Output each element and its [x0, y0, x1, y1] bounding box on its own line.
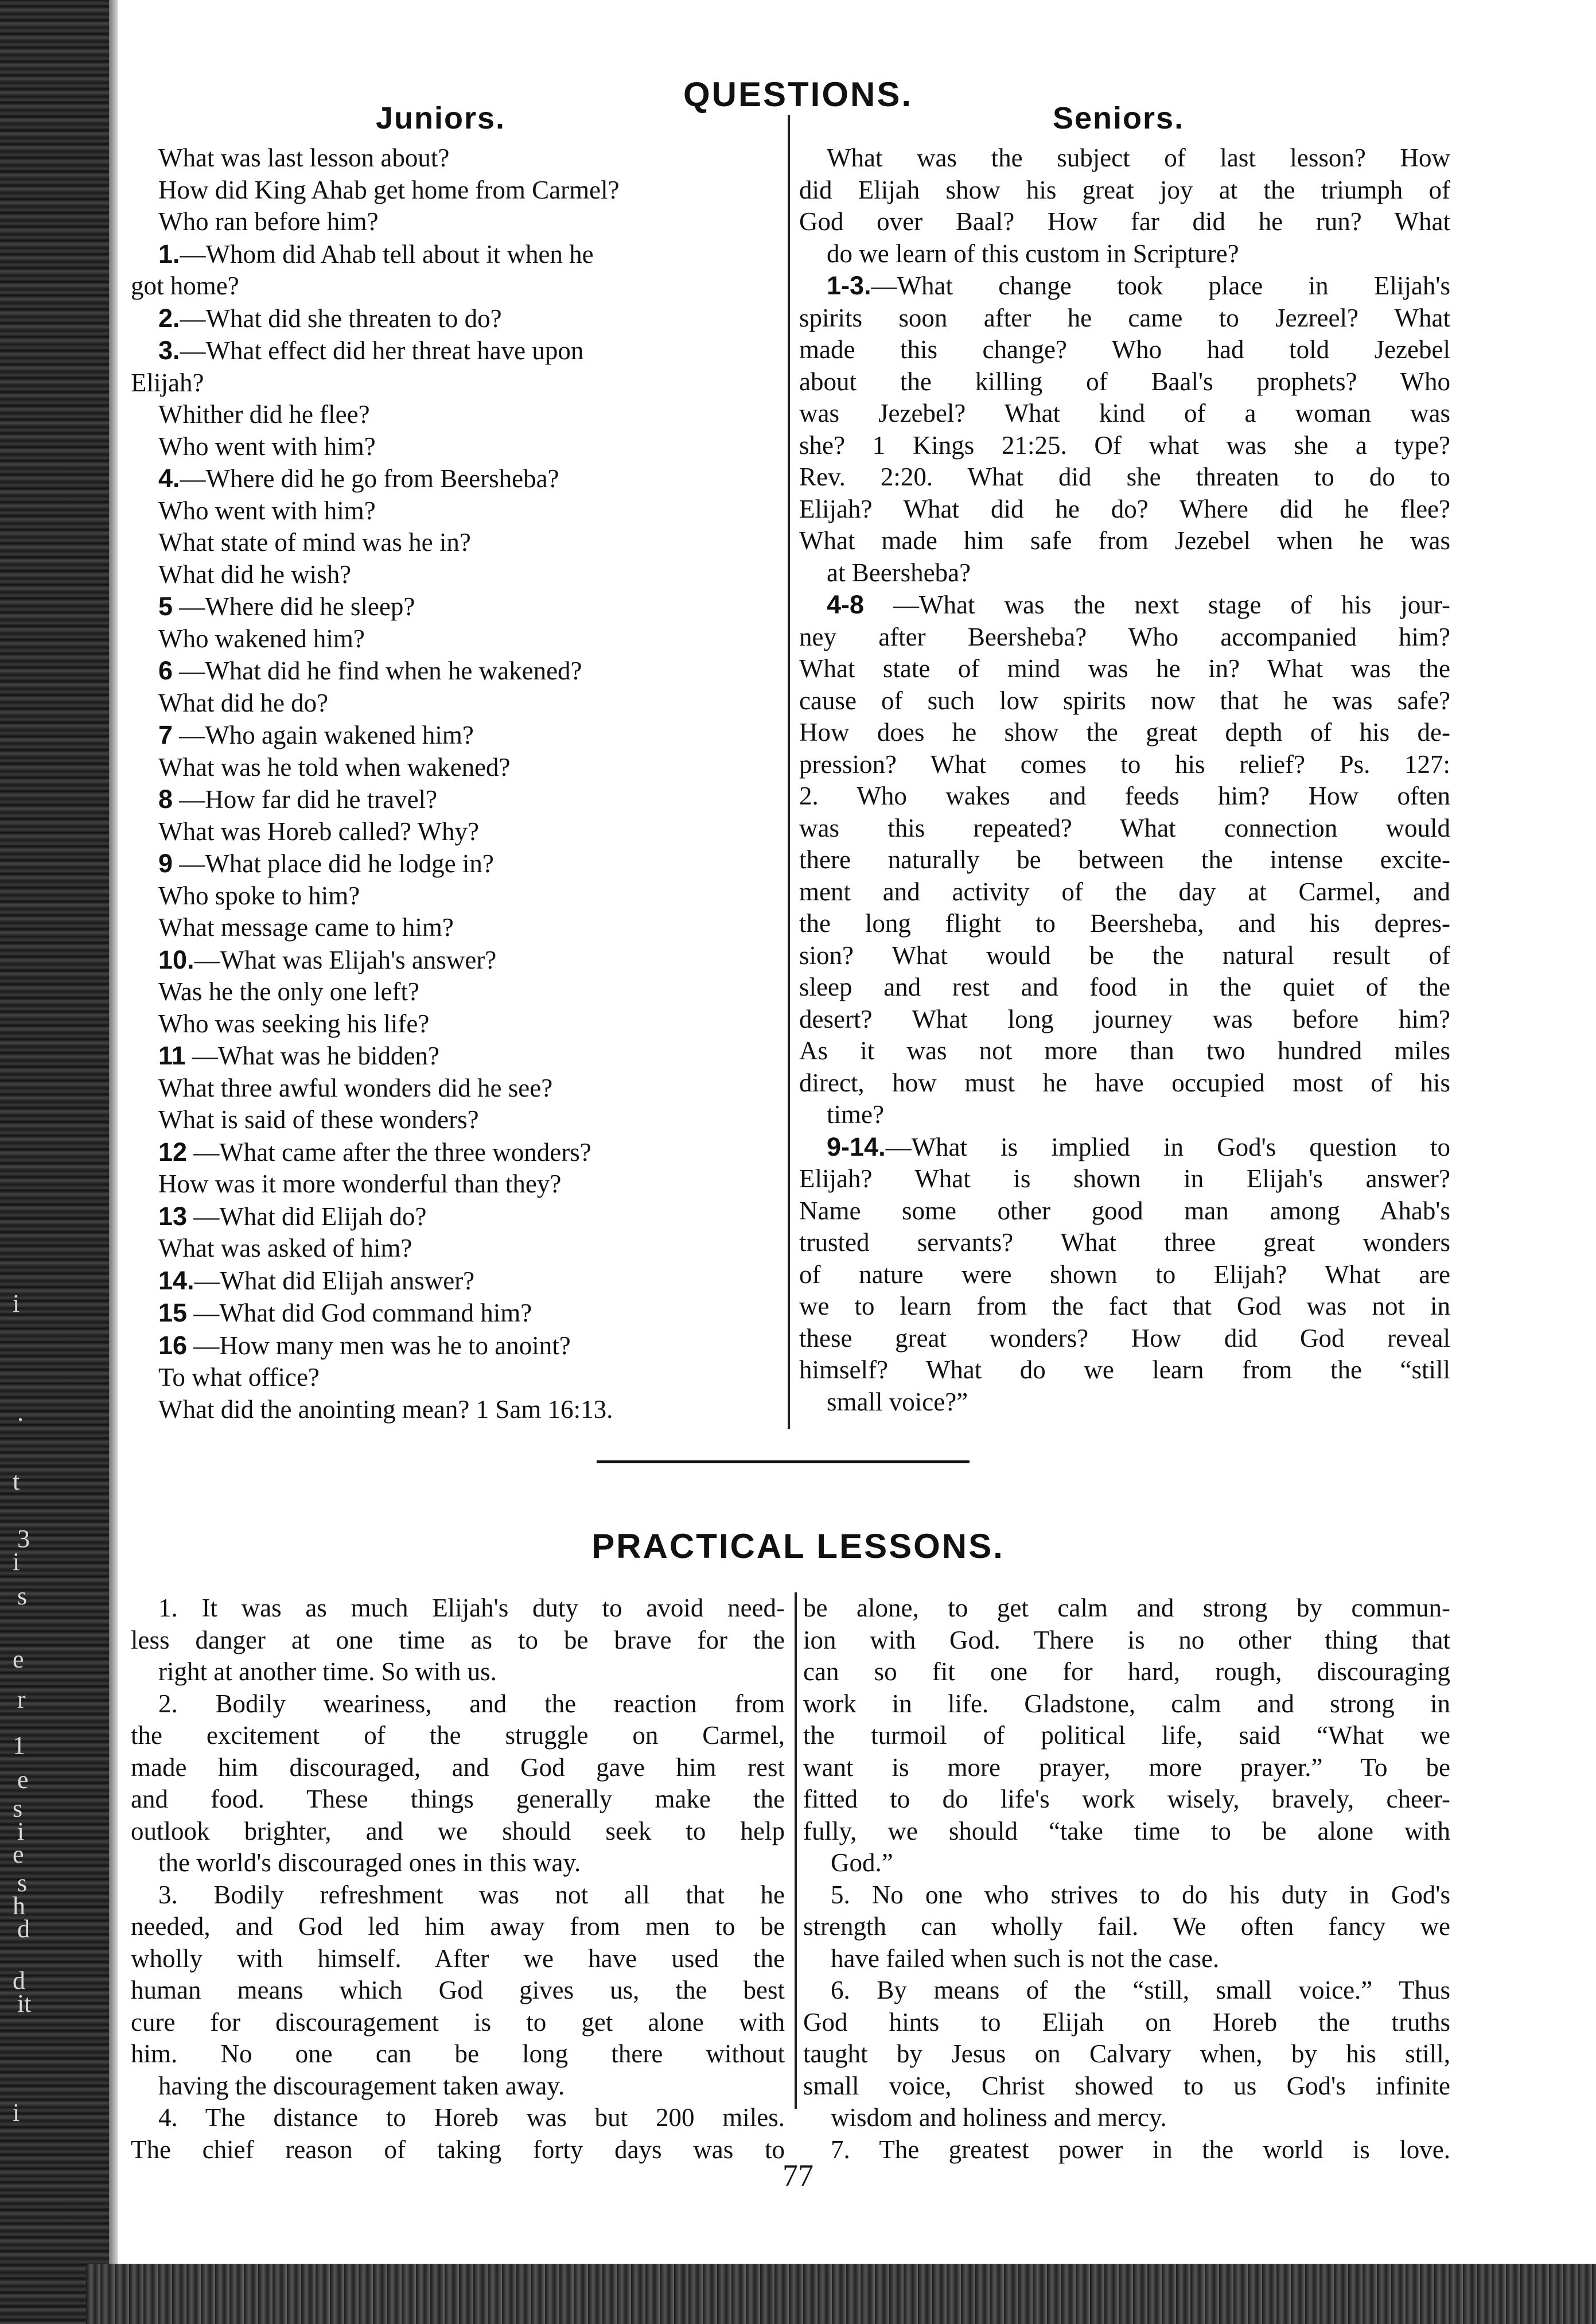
line-text: What state of mind was he in? [158, 528, 471, 557]
text-line [799, 430, 1450, 462]
line-text: Was he the only one left? [158, 977, 419, 1006]
text-line [131, 1136, 779, 1169]
line-text: want is more prayer, more prayer.” To be [803, 1752, 1450, 1782]
text-line [131, 1394, 779, 1426]
text-line [799, 1227, 1450, 1259]
line-text: having the discouragement taken away. [158, 2071, 565, 2100]
margin-glyph: t [13, 1467, 20, 1495]
margin-glyph: i [13, 2098, 20, 2127]
line-text: be alone, to get calm and strong by commun- [803, 1594, 1450, 1622]
line-text: God.” [831, 1848, 893, 1877]
line-text: there naturally be between the intense excite- [799, 845, 1450, 874]
text-line [799, 461, 1450, 493]
line-text: cure for discouragement is to get alone with [131, 2007, 785, 2037]
line-text: sleep and rest and food in the quiet of the [799, 973, 1450, 1001]
question-number: 13 [158, 1201, 188, 1231]
text-line [799, 1291, 1450, 1323]
line-text: the turmoil of political life, said “What we [803, 1721, 1450, 1750]
text-line [131, 752, 779, 784]
text-line [799, 749, 1450, 781]
text-line [799, 876, 1450, 908]
seniors-heading: Seniors. [1053, 101, 1185, 135]
line-text: What did the anointing mean? 1 Sam 16:13. [158, 1394, 613, 1424]
text-line [799, 1354, 1450, 1386]
line-text: the world's discouraged ones in this way. [158, 1848, 581, 1877]
juniors-heading: Juniors. [376, 101, 506, 135]
text-line [131, 302, 779, 335]
text-line [131, 2102, 785, 2134]
text-line [131, 206, 779, 238]
line-text: Who spoke to him? [158, 881, 360, 910]
text-line [803, 2038, 1450, 2070]
text-line [799, 940, 1450, 972]
line-text: What was last lesson about? [158, 143, 450, 172]
line-text: him. No one can be long there without [131, 2039, 785, 2068]
question-number: 4-8 [827, 590, 865, 619]
question-number: 2. [158, 303, 180, 333]
line-text: What did he do? [158, 688, 329, 717]
line-text: How does he show the great depth of his de- [799, 718, 1450, 747]
text-line [799, 813, 1450, 845]
line-text: work in life. Gladstone, calm and strong in [803, 1689, 1450, 1718]
line-text: cause of such low spirits now that he was safe? [799, 686, 1450, 715]
page-number: 77 [783, 2158, 813, 2193]
line-text: about the killing of Baal's prophets? Who [799, 367, 1450, 396]
line-text: have failed when such is not the case. [831, 1944, 1220, 1973]
text-line [799, 1099, 1450, 1131]
text-line [803, 1720, 1450, 1752]
text-line [803, 1656, 1450, 1688]
text-line [799, 334, 1450, 366]
question-number: 11 [158, 1041, 186, 1070]
line-text: spirits soon after he came to Jezreel? What [799, 303, 1450, 332]
line-text: What did he wish? [158, 559, 352, 589]
bottom-edge-shadow [86, 2264, 1596, 2324]
text-line [131, 495, 779, 527]
text-line [799, 685, 1450, 717]
question-number: 1-3. [827, 271, 871, 300]
text-line [131, 783, 779, 816]
line-text: Who went with him? [158, 496, 376, 525]
text-line [131, 559, 779, 591]
spine-edge [109, 0, 118, 2324]
text-line [799, 174, 1450, 207]
margin-glyph: s [13, 1794, 23, 1822]
text-line [803, 1688, 1450, 1720]
text-line [131, 142, 779, 174]
line-text: —How many men was he to anoint? [187, 1331, 571, 1360]
line-text: What message came to him? [158, 913, 454, 942]
line-text: —Where did he sleep? [173, 592, 415, 621]
text-line [131, 367, 779, 399]
line-text: do we learn of this custom in Scripture? [827, 239, 1239, 268]
text-line [799, 525, 1450, 557]
text-line [799, 1163, 1450, 1195]
line-text: 2. Who wakes and feeds him? How often [799, 782, 1450, 810]
line-text: fully, we should “take time to be alone with [803, 1816, 1450, 1845]
text-line [803, 1783, 1450, 1816]
line-text: What was the subject of last lesson? How [827, 143, 1450, 172]
section-divider [597, 1460, 970, 1463]
text-line [803, 1625, 1450, 1657]
line-text: 2. Bodily weariness, and the reaction from [158, 1689, 785, 1718]
line-text: right at another time. So with us. [158, 1657, 497, 1686]
line-text: God hints to Elijah on Horeb the truths [803, 2007, 1450, 2037]
line-text: less danger at one time as to be brave for the [131, 1625, 785, 1654]
line-text: Who was seeking his life? [158, 1009, 430, 1038]
line-text: As it was not more than two hundred miles [799, 1036, 1450, 1065]
juniors-questions [131, 142, 779, 1425]
margin-glyph: e [13, 1840, 24, 1868]
line-text: —What did he find when he wakened? [173, 656, 582, 685]
line-text: we to learn from the fact that God was not in [799, 1292, 1450, 1320]
lessons-column-divider [795, 1592, 797, 2109]
line-text: —What was he bidden? [185, 1041, 439, 1070]
text-line [799, 366, 1450, 398]
text-line [131, 238, 779, 271]
margin-glyph: r [17, 1685, 26, 1713]
text-line [799, 971, 1450, 1004]
questions-title: QUESTIONS. [683, 75, 913, 114]
text-line [131, 1911, 785, 1943]
line-text: Who ran before him? [158, 207, 379, 236]
question-number: 8 [158, 784, 173, 814]
line-text: What was asked of him? [158, 1234, 412, 1262]
question-number: 9 [158, 849, 173, 878]
line-text: —Whom did Ahab tell about it when he [180, 239, 594, 269]
line-text: How was it more wonderful than they? [158, 1169, 562, 1198]
text-line [131, 623, 779, 655]
line-text: Who wakened him? [158, 624, 365, 653]
text-line [131, 944, 779, 977]
question-number: 6 [158, 656, 173, 685]
line-text: —What did Elijah answer? [194, 1266, 475, 1295]
line-text: himself? What do we learn from the “still [799, 1355, 1450, 1384]
line-text: 4. The distance to Horeb was but 200 miles. [158, 2103, 785, 2132]
line-text: made this change? Who had told Jezebel [799, 335, 1450, 364]
text-line [131, 976, 779, 1008]
text-line [799, 1323, 1450, 1355]
text-line [131, 270, 779, 302]
line-text: got home? [131, 271, 239, 300]
line-text: ney after Beersheba? Who accompanied him? [799, 622, 1450, 651]
line-text: trusted servants? What three great wonders [799, 1228, 1450, 1257]
line-text: made him discouraged, and God gave him rest [131, 1752, 785, 1782]
text-line [799, 621, 1450, 654]
line-text: —What is implied in God's question to [885, 1132, 1450, 1161]
text-line [799, 653, 1450, 685]
line-text: The chief reason of taking forty days was to [131, 2135, 785, 2164]
line-text: What made him safe from Jezebel when he was [799, 526, 1450, 555]
margin-glyph: d [17, 1915, 30, 1943]
line-text: was this repeated? What connection would [799, 813, 1450, 842]
line-text: the long flight to Beersheba, and his depres- [799, 909, 1450, 938]
line-text: —Who again wakened him? [173, 721, 474, 749]
text-line [131, 2007, 785, 2039]
text-line [131, 880, 779, 912]
question-number: 15 [158, 1298, 188, 1327]
text-line [803, 1975, 1450, 2007]
question-number: 5 [158, 592, 173, 621]
text-line [799, 908, 1450, 940]
line-text: at Beersheba? [827, 558, 971, 587]
line-text: To what office? [158, 1363, 320, 1392]
line-text: What three awful wonders did he see? [158, 1073, 553, 1102]
margin-glyph: s [17, 1582, 28, 1610]
text-line [131, 1233, 779, 1265]
line-text: needed, and God led him away from men to be [131, 1912, 785, 1941]
text-line [131, 912, 779, 944]
text-line [799, 302, 1450, 335]
line-text: What was Horeb called? Why? [158, 817, 479, 846]
margin-glyph: it [17, 1989, 32, 2018]
margin-glyph: i [17, 1817, 25, 1845]
text-line [803, 1816, 1450, 1848]
text-line [131, 687, 779, 720]
line-text: ion with God. There is no other thing that [803, 1625, 1450, 1654]
text-line [131, 1104, 779, 1136]
margin-glyph: d [13, 1967, 25, 1995]
text-line [803, 1879, 1450, 1911]
text-line [131, 1200, 779, 1233]
line-text: Elijah? [131, 368, 204, 397]
text-line [131, 1265, 779, 1297]
margin-glyph: e [13, 1645, 24, 1673]
text-line [131, 1879, 785, 1911]
line-text: —What came after the three wonders? [187, 1137, 591, 1167]
text-line [799, 398, 1450, 430]
line-text: Whither did he flee? [158, 400, 370, 429]
text-line [131, 816, 779, 848]
line-text: —What did Elijah do? [187, 1202, 427, 1231]
line-text: human means which God gives us, the best [131, 1976, 785, 2004]
text-line [131, 463, 779, 495]
line-text: 1. It was as much Elijah's duty to avoid need- [158, 1594, 785, 1622]
text-line [803, 1943, 1450, 1975]
question-number: 10. [158, 945, 194, 974]
line-text: and food. These things generally make the [131, 1785, 785, 1813]
line-text: —How far did he travel? [173, 785, 438, 814]
text-line [799, 1067, 1450, 1099]
question-number: 7 [158, 720, 173, 749]
text-line [131, 1720, 785, 1752]
line-text: God over Baal? How far did he run? What [799, 207, 1450, 236]
line-text: Name some other good man among Ahab's [799, 1196, 1450, 1225]
line-text: wisdom and holiness and mercy. [831, 2103, 1167, 2132]
line-text: —What change took place in Elijah's [871, 271, 1450, 300]
question-number: 12 [158, 1137, 188, 1167]
practical-lessons-title: PRACTICAL LESSONS. [591, 1527, 1005, 1565]
text-line [131, 590, 779, 623]
line-text: strength can wholly fail. We often fancy we [803, 1912, 1450, 1941]
text-line [131, 655, 779, 687]
text-line [799, 1035, 1450, 1067]
line-text: 3. Bodily refreshment was not all that he [158, 1880, 785, 1909]
line-text: Who went with him? [158, 432, 376, 461]
text-line [131, 1072, 779, 1105]
text-line [131, 1297, 779, 1330]
seniors-questions [799, 142, 1450, 1418]
line-text: What was he told when wakened? [158, 752, 511, 782]
line-text: —What did God command him? [187, 1299, 532, 1327]
text-line [131, 335, 779, 367]
text-line [799, 844, 1450, 876]
margin-glyph: h [13, 1892, 25, 1920]
line-text: 5. No one who strives to do his duty in God's [831, 1880, 1450, 1909]
line-text: —What place did he lodge in? [173, 849, 494, 878]
text-line [799, 1259, 1450, 1291]
question-number: 14. [158, 1265, 194, 1295]
text-line [131, 848, 779, 880]
line-text: the excitement of the struggle on Carmel, [131, 1721, 785, 1750]
text-line [131, 1008, 779, 1040]
text-line [131, 1847, 785, 1879]
margin-glyph: 3 [17, 1525, 30, 1553]
text-line [131, 1816, 785, 1848]
text-line [131, 1943, 785, 1975]
line-text: can so fit one for hard, rough, discouraging [803, 1657, 1450, 1686]
line-text: small voice, Christ showed to us God's infinite [803, 2071, 1450, 2100]
text-line [131, 1783, 785, 1816]
line-text: sion? What would be the natural result of [799, 941, 1450, 970]
text-line [131, 1330, 779, 1362]
line-text: she? 1 Kings 21:25. Of what was she a type? [799, 430, 1450, 460]
line-text: these great wonders? How did God reveal [799, 1323, 1450, 1353]
text-line [799, 206, 1450, 238]
text-line [131, 1688, 785, 1720]
line-text: wholly with himself. After we have used the [131, 1944, 785, 1973]
line-text: —Where did he go from Beersheba? [180, 464, 559, 493]
line-text: was Jezebel? What kind of a woman was [799, 399, 1450, 428]
text-line [131, 1975, 785, 2007]
line-text: of nature were shown to Elijah? What are [799, 1260, 1450, 1289]
text-line [131, 719, 779, 752]
line-text: —What effect did her threat have upon [180, 336, 584, 365]
text-line [799, 1386, 1450, 1419]
margin-glyph: s [17, 1869, 28, 1897]
column-divider [788, 115, 790, 1429]
text-line [131, 1656, 785, 1688]
line-text: Elijah? What did he do? Where did he flee? [799, 494, 1450, 523]
line-text: small voice?” [827, 1387, 968, 1416]
text-line [131, 527, 779, 559]
text-line [799, 780, 1450, 813]
line-text: How did King Ahab get home from Carmel? [158, 175, 620, 204]
question-number: 16 [158, 1330, 188, 1360]
text-line [131, 2038, 785, 2070]
line-text: direct, how must he have occupied most of his [799, 1068, 1450, 1097]
question-number: 9-14. [827, 1132, 886, 1161]
line-text: 7. The greatest power in the world is love. [831, 2135, 1450, 2164]
line-text: —What was Elijah's answer? [194, 945, 497, 974]
margin-glyph: e [17, 1766, 29, 1794]
line-text: outlook brighter, and we should seek to help [131, 1816, 785, 1845]
text-line [799, 1195, 1450, 1227]
practical-lessons-right [803, 1592, 1450, 2166]
text-line [131, 174, 779, 207]
line-text: Elijah? What is shown in Elijah's answer? [799, 1164, 1450, 1193]
text-line [131, 1592, 785, 1625]
text-line [803, 1592, 1450, 1625]
question-number: 1. [158, 239, 180, 269]
question-number: 4. [158, 464, 180, 493]
text-line [131, 1752, 785, 1784]
line-text: Rev. 2:20. What did she threaten to do to [799, 463, 1450, 491]
text-line [803, 2007, 1450, 2039]
line-text: desert? What long journey was before him? [799, 1004, 1450, 1033]
line-text: time? [827, 1100, 884, 1129]
line-text: ment and activity of the day at Carmel, and [799, 877, 1450, 906]
text-line [131, 431, 779, 463]
line-text: 6. By means of the “still, small voice.” Thus [831, 1976, 1450, 2004]
text-line [799, 589, 1450, 621]
question-number: 3. [158, 336, 180, 365]
text-line [799, 238, 1450, 270]
text-line [131, 1168, 779, 1200]
text-line [131, 1040, 779, 1072]
margin-glyph: i [13, 1548, 20, 1576]
line-text: fitted to do life's work wisely, bravely, cheer- [803, 1785, 1450, 1813]
margin-glyph: . [17, 1398, 24, 1427]
line-text: What is said of these wonders? [158, 1105, 479, 1134]
text-line [799, 557, 1450, 589]
line-text: did Elijah show his great joy at the triumph of [799, 175, 1450, 204]
text-line [803, 1847, 1450, 1879]
text-line [803, 2102, 1450, 2134]
line-text: pression? What comes to his relief? Ps. 127: [799, 749, 1450, 779]
text-line [799, 1131, 1450, 1164]
margin-glyph: i [13, 1289, 20, 1318]
text-line [131, 399, 779, 431]
text-line [803, 1911, 1450, 1943]
text-line [803, 2070, 1450, 2103]
text-line [799, 717, 1450, 749]
text-line [803, 1752, 1450, 1784]
line-text: What state of mind was he in? What was the [799, 654, 1450, 683]
text-line [131, 1625, 785, 1657]
line-text: taught by Jesus on Calvary when, by his still, [803, 2039, 1450, 2068]
practical-lessons-left [131, 1592, 785, 2166]
text-line [131, 1362, 779, 1394]
text-line [799, 1004, 1450, 1036]
text-line [799, 493, 1450, 526]
line-text: —What did she threaten to do? [180, 304, 502, 333]
text-line [799, 270, 1450, 302]
line-text: —What was the next stage of his jour- [864, 590, 1450, 619]
text-line [799, 142, 1450, 174]
text-line [131, 2070, 785, 2103]
margin-glyph: 1 [13, 1731, 25, 1759]
